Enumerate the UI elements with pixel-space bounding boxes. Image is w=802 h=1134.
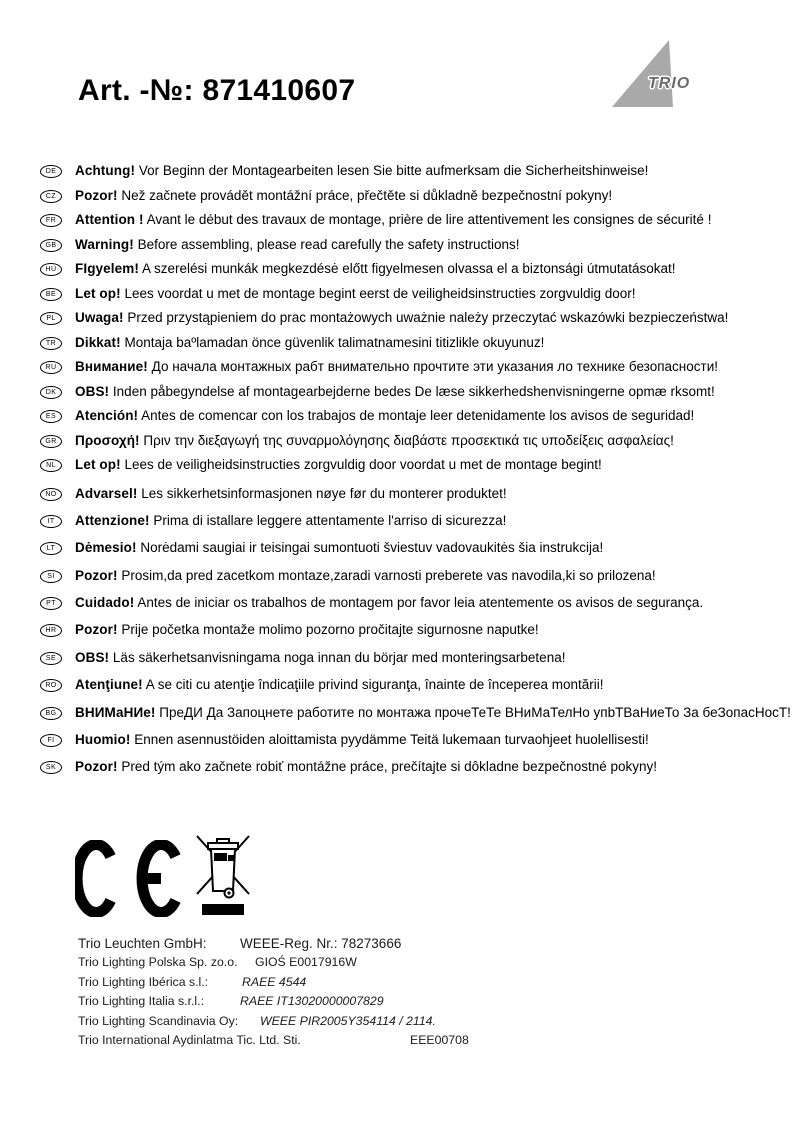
company-name: Trio Lighting Ibérica s.l.:	[78, 974, 209, 989]
language-badge-be: BE	[40, 288, 62, 301]
language-badge-si: SI	[40, 570, 62, 583]
language-badge-es: ES	[40, 410, 62, 423]
warning-text: Let op! Lees voordat u met de montage begint eerst de veiligheidsinstructies zorgvuldig door!	[75, 285, 636, 301]
weee-crossed-out-bin-icon	[196, 834, 250, 918]
language-badge-ru: RU	[40, 361, 62, 374]
warning-row-ro	[40, 677, 780, 704]
language-badge-ro: RO	[40, 679, 62, 692]
warning-row-de	[40, 163, 780, 188]
language-badge-nl: NL	[40, 459, 62, 472]
language-badge-lt: LT	[40, 542, 62, 555]
language-badge-fr: FR	[40, 214, 62, 227]
warning-text: Uwaga! Przed przystąpieniem do prac montażowych uważnie należy przeczytać wskazówki bezpieczeństwa!	[75, 310, 729, 325]
warning-text: Pozor! Než začnete provádět montážní práce, přečtěte si důkladně bezpečnostní pokyny!	[75, 187, 613, 203]
language-badge-de: DE	[40, 165, 62, 178]
company-reg-number: RAEE IT13020000007829	[240, 994, 384, 1009]
warning-row-pt	[40, 595, 780, 622]
company-name: Trio Lighting Polska Sp. zo.o.	[78, 955, 238, 970]
warning-row-bg	[40, 704, 791, 732]
company-row	[78, 1032, 469, 1052]
warning-row-fr	[40, 212, 780, 237]
language-badge-dk: DK	[40, 386, 62, 399]
warning-row-cz	[40, 188, 780, 213]
language-badge-pl: PL	[40, 312, 62, 325]
warning-text: Pozor! Pred tým ako začnete robiť montážne práce, prečítajte si dôkladne bezpečnostné pokyny!	[75, 759, 657, 775]
company-row	[78, 955, 357, 974]
company-reg-number: EEE00708	[410, 1032, 469, 1047]
ce-mark-icon	[75, 840, 182, 917]
safety-warnings-list	[40, 163, 791, 787]
company-name: Trio Lighting Italia s.r.l.:	[78, 994, 204, 1009]
company-registration-block	[78, 936, 469, 1052]
warning-row-fi	[40, 732, 780, 759]
warning-text: Atenţiune! A se citi cu atenţie îndicaţiile privind siguranţa, înainte de începerea montării!	[75, 677, 604, 693]
warning-row-sk	[40, 759, 780, 786]
language-badge-fi: FI	[40, 734, 62, 747]
company-reg-number: RAEE 4544	[242, 974, 307, 989]
warning-row-it	[40, 513, 780, 540]
company-reg-number: GIOŚ E0017916W	[255, 955, 357, 970]
warning-text: OBS! Läs säkerhetsanvisningama noga innan du börjar med monteringsarbetena!	[75, 649, 566, 665]
warning-row-gb	[40, 237, 780, 262]
company-name: Trio International Aydinlatma Tic. Ltd. Sti.	[78, 1032, 301, 1047]
warning-row-no	[40, 486, 780, 513]
warning-row-be	[40, 286, 780, 311]
warning-text: Warning! Before assembling, please read carefully the safety instructions!	[75, 236, 520, 252]
language-badge-pt: PT	[40, 597, 62, 610]
language-badge-hr: HR	[40, 624, 62, 637]
language-badge-hu: HU	[40, 263, 62, 276]
language-badge-no: NO	[40, 488, 62, 501]
language-badge-tr: TR	[40, 337, 62, 350]
warning-text: Atención! Antes de comencar con los trabajos de montaje leer detenidamente los avisos de seguridad!	[75, 408, 695, 423]
warning-row-ru	[40, 359, 780, 384]
language-badge-gb: GB	[40, 239, 62, 252]
warning-row-es	[40, 408, 780, 433]
company-name: Trio Leuchten GmbH:	[78, 936, 207, 951]
language-badge-bg: BG	[40, 707, 62, 720]
warning-row-lt	[40, 540, 780, 567]
warning-text: Dikkat! Montaja baºlamadan önce güvenlik talimatnamesini titizlikle okuyunuz!	[75, 334, 545, 350]
warning-row-pl	[40, 310, 780, 335]
warning-text: ВНИМаНИе! ПреДИ Да Запоцнете работите по монтажа прочеТеТе ВНиМаТелНо упbТВаНиеТо За беЗопасНосТ!	[75, 704, 791, 720]
warning-row-tr	[40, 335, 780, 360]
language-badge-se: SE	[40, 652, 62, 665]
trio-logo-triangle-icon	[612, 40, 707, 108]
warning-text: Pozor! Prosim,da pred zacetkom montaze,zaradi varnosti preberete vas navodila,ki so prilozena!	[75, 567, 656, 583]
warning-text: OBS! Inden påbegyndelse af montagearbejderne bedes De læse sikkerhedshenvisningerne opmæ rksomt!	[75, 383, 715, 399]
warning-row-se	[40, 650, 780, 677]
warning-row-gr	[40, 433, 780, 458]
trio-logo-text: TRIO	[648, 75, 691, 92]
warning-row-si	[40, 568, 780, 595]
company-reg-number: WEEE-Reg. Nr.: 78273666	[240, 936, 402, 951]
warning-text: Προσοχή! Πριν την διεξαγωγή της συναρμολόγησης διαβάστε προσεκτικά τις υποδείξεις ασφαλείας!	[75, 432, 674, 448]
warning-text: FIgyelem! A szerelési munkák megkezdésė előtt figyelmesen olvassa el a biztonsági útmutatásokat!	[75, 261, 676, 276]
language-badge-sk: SK	[40, 761, 62, 774]
language-badge-cz: CZ	[40, 190, 62, 203]
warning-text: Pozor! Prije početka montaže molimo pozorno pročitajte sigurnosne naputke!	[75, 622, 539, 638]
company-row	[78, 1013, 436, 1033]
company-row	[78, 936, 402, 955]
company-row	[78, 974, 307, 994]
warning-text: Huomio! Ennen asennustöiden aloittamista pyydämme Teitä lukemaan turvaohjeet huolellisesti!	[75, 732, 649, 748]
company-reg-number: WEEE PIR2005Y354114 / 2114.	[260, 1013, 436, 1028]
warning-text: Let op! Lees de veiligheidsinstructies zorgvuldig door voordat u met de montage begint!	[75, 457, 602, 472]
language-badge-gr: GR	[40, 435, 62, 448]
warning-row-nl	[40, 457, 780, 482]
article-number-title: Art. -№: 871410607	[78, 74, 356, 107]
warning-row-hr	[40, 622, 780, 649]
warning-text: Внимание! До начала монтажных рабт внимательно прочтите эти указания ло технике безопасности!	[75, 359, 718, 374]
company-name: Trio Lighting Scandinavia Oy:	[78, 1013, 239, 1028]
warning-text: Achtung! Vor Beginn der Montagearbeiten lesen Sie bitte aufmerksam die Sicherheitshinweise!	[75, 163, 649, 178]
language-badge-it: IT	[40, 515, 62, 528]
warning-row-dk	[40, 384, 780, 409]
warning-text: Advarsel! Les sikkerhetsinformasjonen nøye før du monterer produktet!	[75, 485, 507, 501]
warning-text: Cuidado! Antes de iniciar os trabalhos de montagem por favor leia atentemente os avisos de segurança.	[75, 595, 704, 611]
warning-text: Attenzione! Prima di istallare leggere attentamente l'arriso di sicurezza!	[75, 512, 507, 528]
trio-logo	[612, 40, 707, 108]
company-row	[78, 994, 384, 1013]
warning-text: Attention ! Avant le début des travaux de montage, prière de lire attentivement les consignes de sécurité !	[75, 212, 712, 227]
warning-row-hu	[40, 261, 780, 286]
warning-text: Dėmesio! Norėdami saugiai ir teisingai sumontuoti šviestuv vadovaukitės šia instrukcija!	[75, 540, 604, 556]
